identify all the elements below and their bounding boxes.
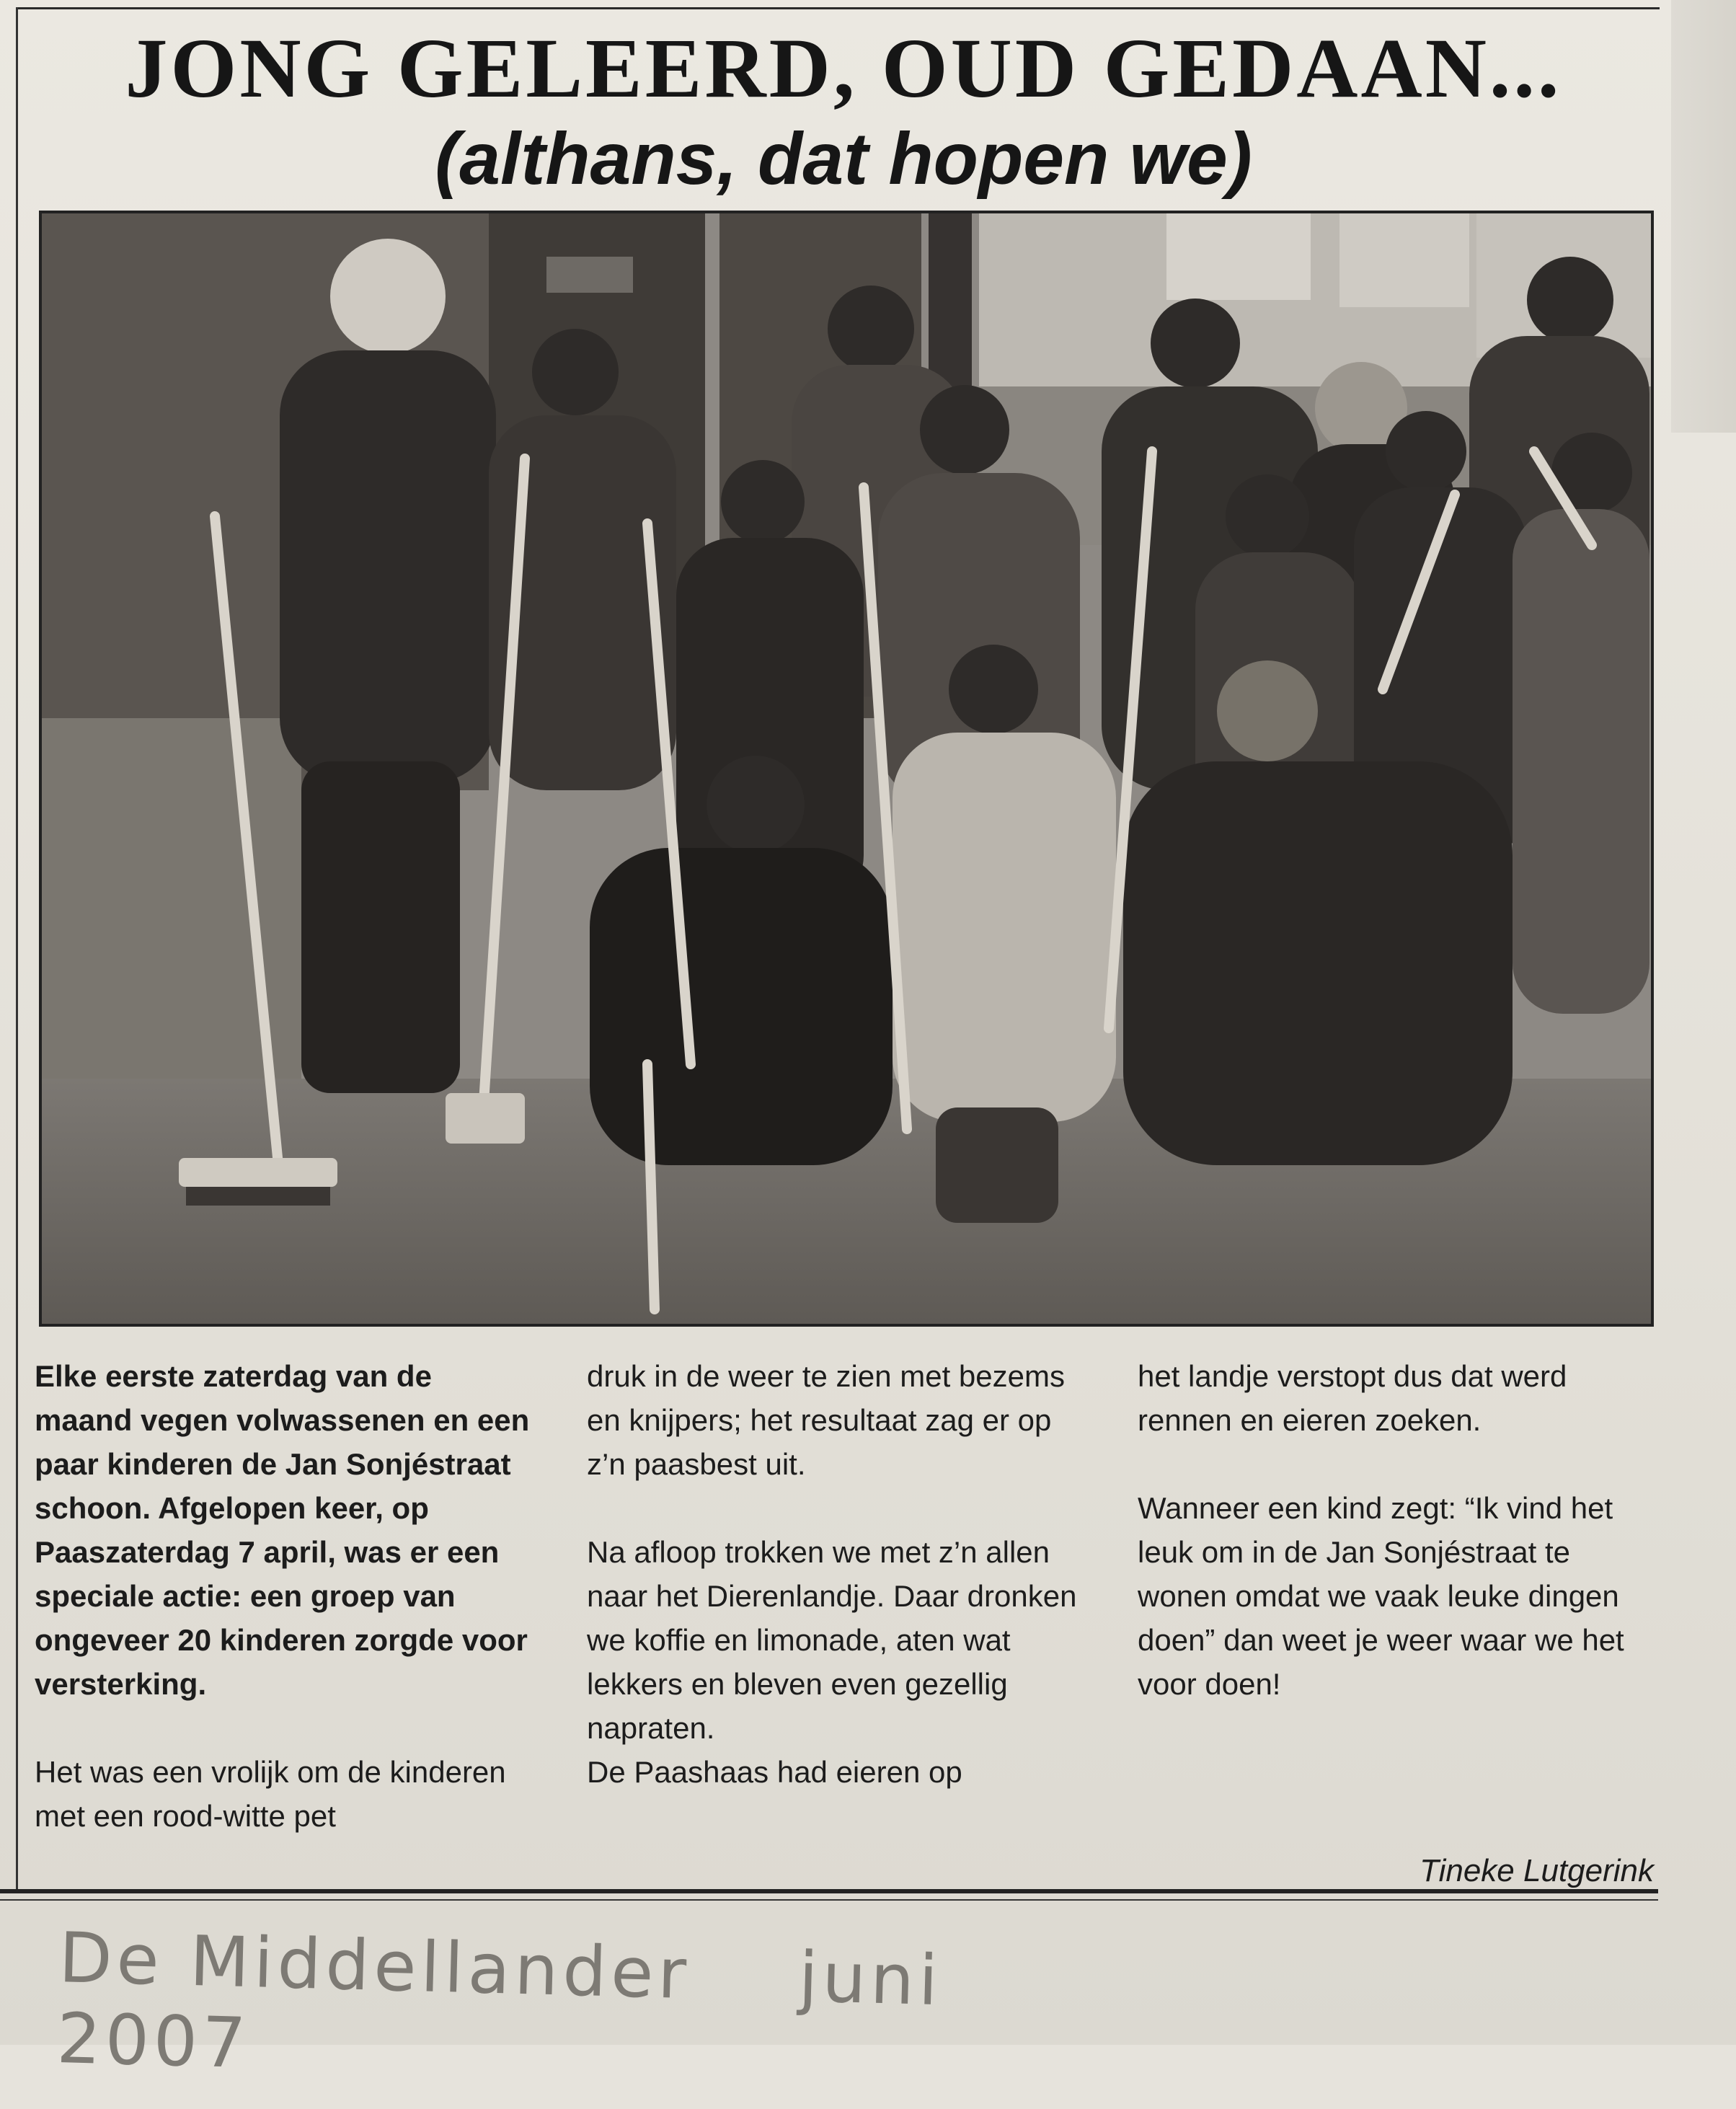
body-paragraph: druk in de weer te zien met bezems en knijpers; het resultaat zag er op z’n paasbest uit. [587,1359,1065,1481]
handwritten-date: juni 2007 [56,1936,944,2084]
group-photo [39,211,1654,1327]
subheadline: (althans, dat hopen we) [435,118,1252,200]
text-column-3 [1138,1354,1635,1706]
top-rule [16,7,1660,9]
adjacent-page-edge [1671,0,1736,433]
handwritten-publication: De Middellander [58,1917,692,2015]
paragraph-gap [1138,1442,1635,1486]
lead-paragraph: Elke eerste zaterdag van de maand vegen volwassenen en een paar kinderen de Jan Sonjéstraat schoon. Afgelopen keer, op Paaszaterdag 7 april, was er een speciale actie: een groep van ongeveer 20 kinderen zorgde voor versterking. [35,1359,530,1701]
body-paragraph: Het was een vrolijk om de kinderen met een rood-witte pet [35,1755,506,1833]
paragraph-gap [35,1706,532,1750]
body-paragraph: het landje verstopt dus dat werd rennen en eieren zoeken. [1138,1359,1567,1437]
author-byline: Tineke Lutgerink [1420,1853,1654,1888]
body-paragraph: De Paashaas had eieren op [587,1755,962,1789]
paragraph-gap [587,1486,1091,1530]
handwritten-note [56,1917,1213,2109]
photo-illustration [42,213,1651,1324]
left-rule [16,7,18,1889]
body-paragraph: Wanneer een kind zegt: “Ik vind het leuk om in de Jan Sonjéstraat te wonen omdat we vaak leuke dingen doen” dan weet je weer waar we het voor doen! [1138,1491,1624,1701]
text-column-1 [35,1354,532,1838]
bottom-rule-thin [0,1899,1658,1901]
text-column-2 [587,1354,1091,1794]
bottom-rule [0,1889,1658,1893]
body-paragraph: Na afloop trokken we met z’n allen naar het Dierenlandje. Daar dronken we koffie en limonade, aten wat lekkers en bleven even gezellig napraten. [587,1535,1077,1745]
headline: JONG GELEERD, OUD GEDAAN... [125,21,1562,115]
